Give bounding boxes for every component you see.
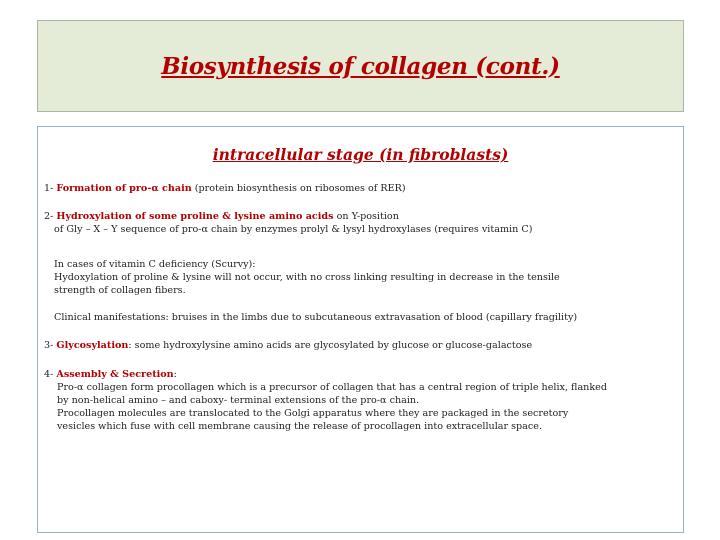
- step-1-heading: Formation of pro-α chain: [56, 183, 192, 194]
- scurvy-note-heading: In cases of vitamin C deficiency (Scurvy):: [54, 259, 256, 270]
- section-subtitle: intracellular stage (in fibroblasts): [212, 145, 509, 164]
- clinical-manifestations: Clinical manifestations: bruises in the limbs due to subcutaneous extravasation of blood (capillary fragility): [54, 312, 578, 323]
- step-3-heading: Glycosylation: [56, 340, 129, 351]
- step-2-text: on Y-position: [333, 211, 399, 222]
- step-4-line-1: Pro-α collagen form procollagen which is a precursor of collagen that has a central region of triple helix, flanked: [57, 382, 607, 393]
- step-1: [44, 182, 675, 195]
- title-box: [37, 20, 684, 112]
- step-4: [44, 368, 675, 381]
- step-2-line-2: of Gly – X – Y sequence of pro-α chain by enzymes prolyl & lysyl hydroxylases (requires vitamin C): [54, 224, 533, 235]
- step-3-number: 3-: [44, 340, 57, 351]
- step-1-text: (protein biosynthesis on ribosomes of RER): [191, 183, 406, 194]
- step-4-text: :: [173, 369, 177, 380]
- step-4-heading: Assembly & Secretion: [56, 369, 174, 380]
- scurvy-note-line-1: Hydoxylation of proline & lysine will not occur, with no cross linking resulting in decrease in the tensile: [54, 272, 560, 283]
- step-2-number: 2-: [44, 211, 57, 222]
- step-4-line-2: by non-helical amino – and caboxy- terminal extensions of the pro-α chain.: [57, 395, 420, 406]
- step-2: [44, 210, 675, 223]
- content-box: [37, 126, 684, 533]
- step-4-number: 4-: [44, 369, 57, 380]
- step-1-number: 1-: [44, 183, 57, 194]
- step-2-heading: Hydroxylation of some proline & lysine amino acids: [56, 211, 334, 222]
- step-4-line-4: vesicles which fuse with cell membrane causing the release of procollagen into extracellular space.: [57, 421, 543, 432]
- step-4-line-3: Procollagen molecules are translocated to the Golgi apparatus where they are packaged in the secretory: [57, 408, 569, 419]
- step-3: [44, 339, 675, 352]
- scurvy-note-line-2: strength of collagen fibers.: [54, 285, 186, 296]
- step-3-text: : some hydroxylysine amino acids are glycosylated by glucose or glucose-galactose: [128, 340, 533, 351]
- slide-title: Biosynthesis of collagen (cont.): [161, 52, 560, 80]
